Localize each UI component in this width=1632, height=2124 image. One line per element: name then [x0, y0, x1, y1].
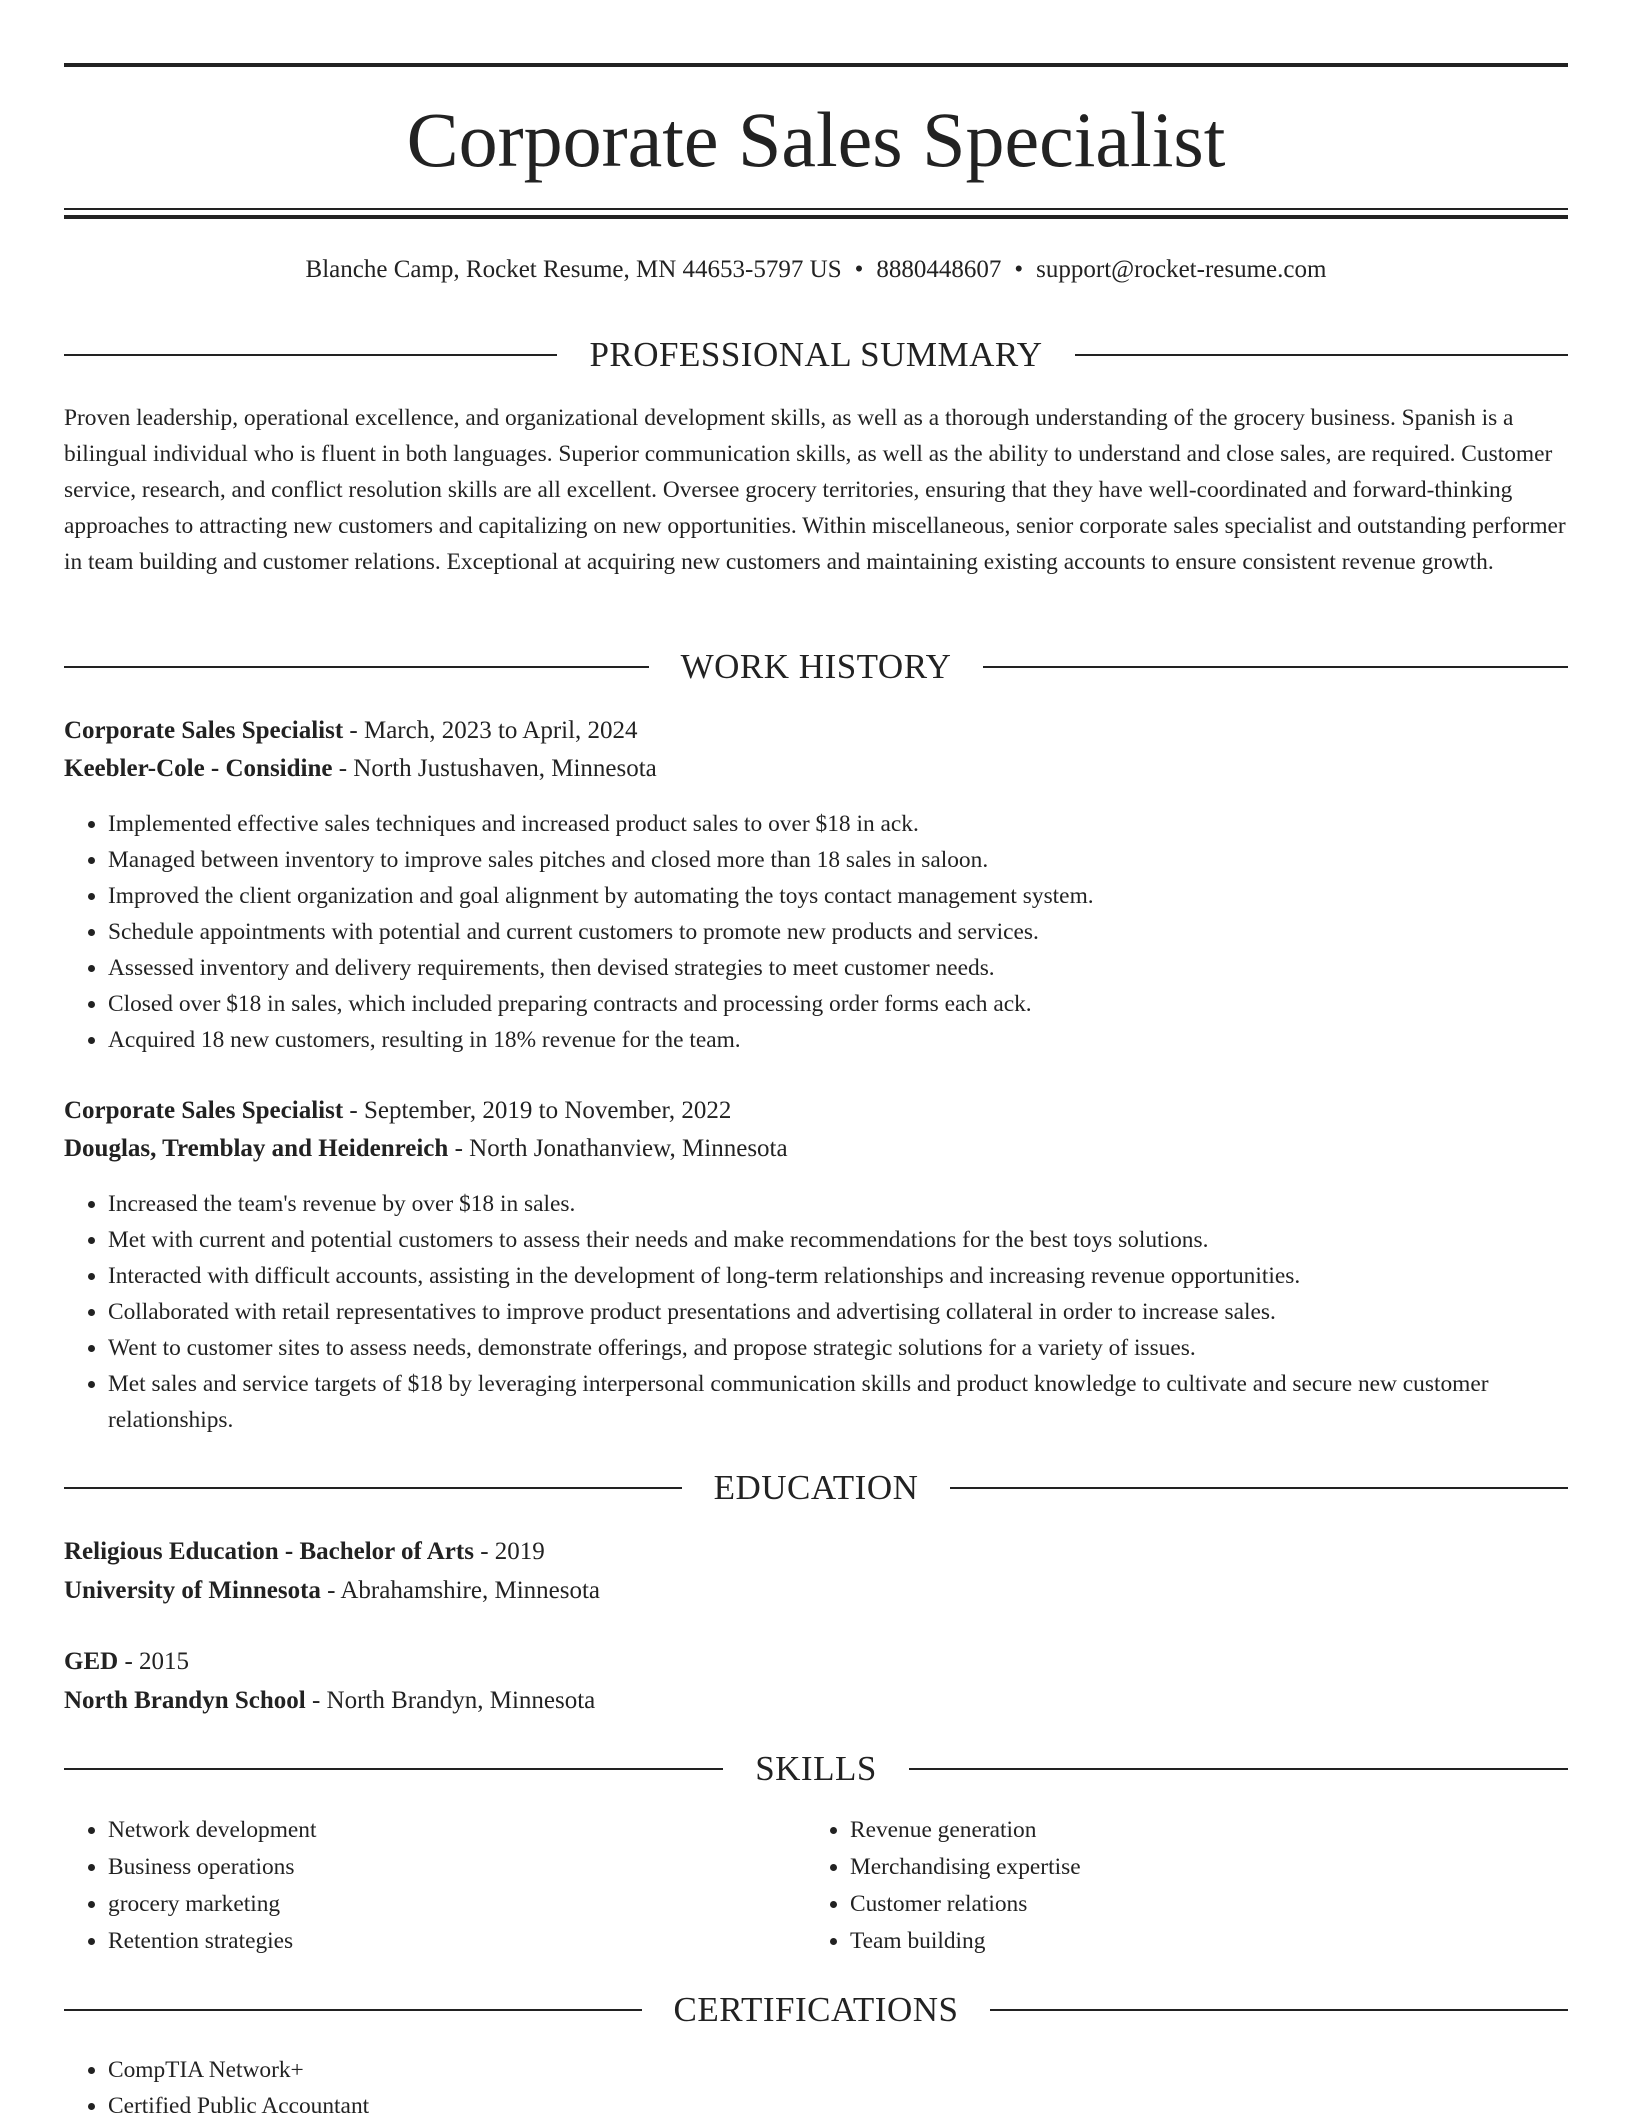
job-title-line	[64, 712, 1568, 750]
education-school: University of Minnesota	[64, 1577, 321, 1604]
job-bullets	[64, 1186, 1568, 1438]
certifications-list	[64, 2052, 1568, 2124]
section-title: PROFESSIONAL SUMMARY	[589, 335, 1043, 374]
list-item: • Met sales and service targets of $18 by leveraging interpersonal communication skills and product knowledge to cultivate and secure new customer relationships.	[108, 1366, 1568, 1438]
skills-list-left	[64, 1812, 764, 1960]
list-item: • Interacted with difficult accounts, assisting in the development of long-term relationships and increasing revenue opportunities.	[108, 1258, 1568, 1294]
list-item: • Schedule appointments with potential and current customers to promote new products and services.	[108, 914, 1568, 950]
skill-item: • Merchandising expertise	[850, 1849, 1506, 1886]
education-location: - North Brandyn, Minnesota	[305, 1687, 596, 1714]
list-item: • Met with current and potential customers to assess their needs and make recommendations for the best toys solutions.	[108, 1222, 1568, 1258]
heading-rule	[64, 666, 649, 668]
education-degree: Religious Education - Bachelor of Arts	[64, 1538, 474, 1565]
heading-rule	[990, 2009, 1568, 2011]
education-degree-line	[64, 1642, 1568, 1682]
list-item: • Closed over $18 in sales, which included preparing contracts and processing order forms each ack.	[108, 986, 1568, 1022]
resume-title: Corporate Sales Specialist	[406, 96, 1226, 183]
education-location: - Abrahamshire, Minnesota	[320, 1577, 601, 1604]
job-dates: - March, 2023 to April, 2024	[343, 717, 638, 744]
job-company: Keebler-Cole - Considine	[64, 755, 333, 782]
list-item: • Improved the client organization and goal alignment by automating the toys contact management system.	[108, 878, 1568, 914]
list-item: • Assessed inventory and delivery requirements, then devised strategies to meet customer needs.	[108, 950, 1568, 986]
job-title-line	[64, 1092, 1568, 1130]
education-school-line	[64, 1571, 1568, 1611]
header-rule-lower	[64, 215, 1568, 219]
heading-rule	[1075, 354, 1568, 356]
header-top-rule	[64, 63, 1568, 67]
education-degree: GED	[64, 1648, 119, 1675]
section-title: SKILLS	[755, 1749, 877, 1788]
list-item: • Went to customer sites to assess needs, demonstrate offerings, and propose strategic solutions for a variety of issues.	[108, 1330, 1568, 1366]
job-location: - North Jonathanview, Minnesota	[448, 1135, 788, 1162]
list-item: • Acquired 18 new customers, resulting in 18% revenue for the team.	[108, 1022, 1568, 1058]
education-year: - 2019	[473, 1538, 545, 1565]
skill-item: • Network development	[108, 1812, 764, 1849]
contact-phone: 8880448607	[876, 256, 1002, 283]
contact-separator: •	[854, 256, 864, 283]
heading-rule	[64, 1768, 723, 1770]
heading-rule	[64, 354, 557, 356]
contact-separator: •	[1014, 256, 1024, 283]
section-heading-summary	[64, 335, 1568, 375]
section-heading-education	[64, 1468, 1568, 1508]
skills-list-right	[806, 1812, 1506, 1960]
list-item: • Increased the team's revenue by over $18 in sales.	[108, 1186, 1568, 1222]
section-heading-skills	[64, 1749, 1568, 1789]
section-title: CERTIFICATIONS	[673, 1990, 959, 2029]
job-location: - North Justushaven, Minnesota	[332, 755, 657, 782]
job-title: Corporate Sales Specialist	[64, 1097, 344, 1124]
contact-line	[64, 254, 1568, 286]
contact-address: Blanche Camp, Rocket Resume, MN 44653-5797 US	[305, 256, 842, 283]
skill-item: • Retention strategies	[108, 1923, 764, 1960]
skill-item: • Business operations	[108, 1849, 764, 1886]
heading-rule	[950, 1487, 1568, 1489]
heading-rule	[909, 1768, 1568, 1770]
section-heading-certifications	[64, 1990, 1568, 2030]
section-title: EDUCATION	[713, 1468, 919, 1507]
job-bullets	[64, 806, 1568, 1058]
certification-item: • Certified Public Accountant	[108, 2088, 1568, 2124]
education-year: - 2015	[118, 1648, 190, 1675]
contact-email: support@rocket-resume.com	[1036, 256, 1327, 283]
certification-item: • CompTIA Network+	[108, 2052, 1568, 2088]
summary-text: Proven leadership, operational excellence, and organizational development skills, as well as a thorough understanding of the grocery business. Spanish is a bilingual individual who is fluent in both languages. Superior communication skills, as well as the ability to understand and close sales, are required. Customer service, research, and conflict resolution skills are all excellent. Oversee grocery territories, ensuring that they have well-coordinated and forward-thinking approaches to attracting new customers and capitalizing on new opportunities. Within miscellaneous, senior corporate sales specialist and outstanding performer in team building and customer relations. Exceptional at acquiring new customers and maintaining existing accounts to ensure consistent revenue growth.	[64, 405, 1566, 575]
list-item: • Managed between inventory to improve sales pitches and closed more than 18 sales in saloon.	[108, 842, 1568, 878]
header-rule-upper	[64, 208, 1568, 210]
job-company-line	[64, 750, 1568, 788]
skill-item: • Customer relations	[850, 1886, 1506, 1923]
list-item: • Collaborated with retail representatives to improve product presentations and advertising collateral in order to increase sales.	[108, 1294, 1568, 1330]
skill-item: • Team building	[850, 1923, 1506, 1960]
heading-rule	[64, 1487, 682, 1489]
job-dates: - September, 2019 to November, 2022	[343, 1097, 732, 1124]
education-school: North Brandyn School	[64, 1687, 306, 1714]
section-title: WORK HISTORY	[680, 647, 952, 686]
section-heading-work	[64, 647, 1568, 687]
education-degree-line	[64, 1532, 1568, 1572]
heading-rule	[983, 666, 1568, 668]
skill-item: • grocery marketing	[108, 1886, 764, 1923]
education-school-line	[64, 1681, 1568, 1721]
list-item: • Implemented effective sales techniques and increased product sales to over $18 in ack.	[108, 806, 1568, 842]
job-company-line	[64, 1130, 1568, 1168]
job-title: Corporate Sales Specialist	[64, 717, 344, 744]
skill-item: • Revenue generation	[850, 1812, 1506, 1849]
job-company: Douglas, Tremblay and Heidenreich	[64, 1135, 449, 1162]
heading-rule	[64, 2009, 642, 2011]
